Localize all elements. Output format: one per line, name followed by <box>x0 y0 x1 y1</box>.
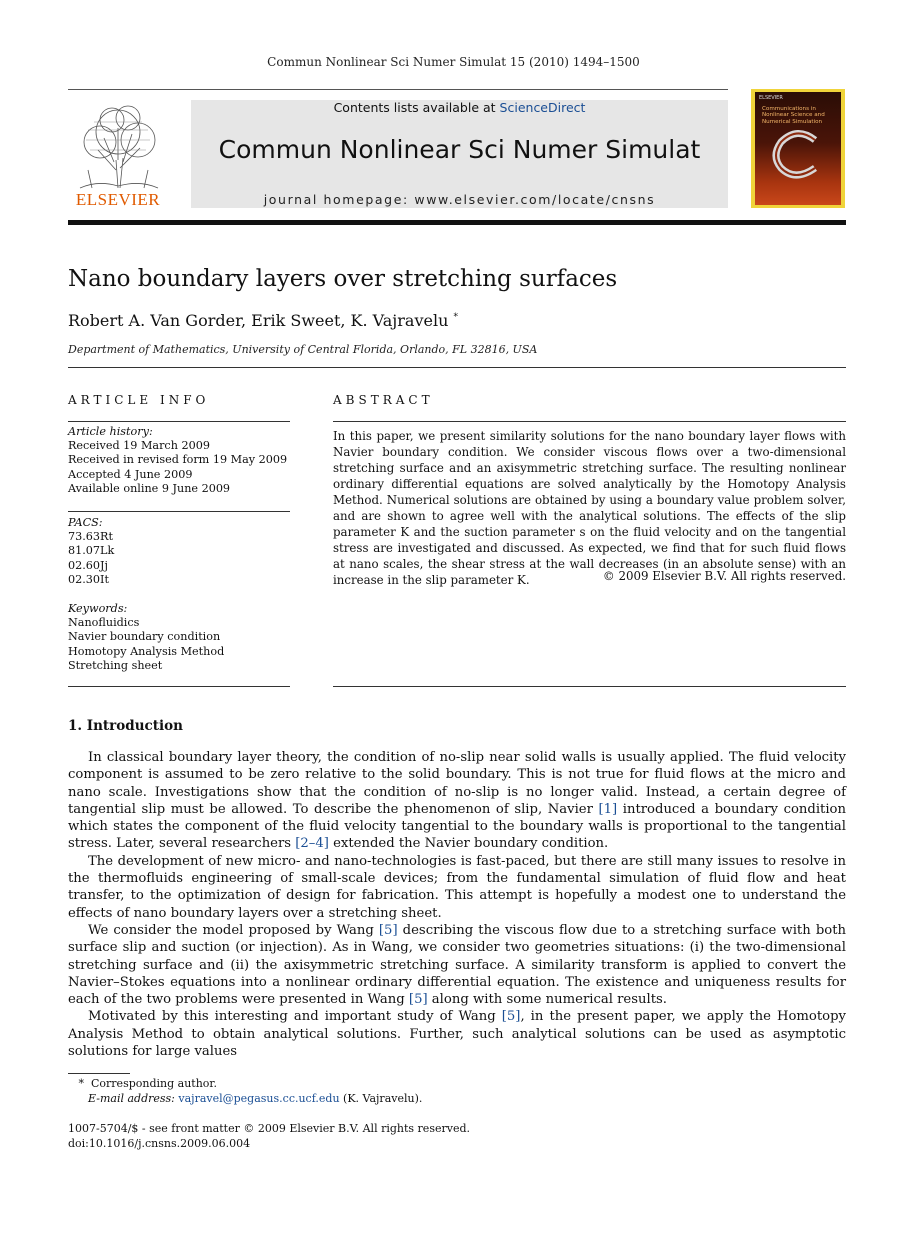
footnotes <box>68 1077 846 1106</box>
abstract-copyright: © 2009 Elsevier B.V. All rights reserved. <box>602 569 846 583</box>
pacs-code: 73.63Rt <box>68 530 113 544</box>
cover-title <box>762 106 838 125</box>
introduction-body <box>68 749 846 1060</box>
paragraph <box>68 1008 846 1060</box>
abstract-rule <box>333 421 846 422</box>
section-heading-introduction: 1. Introduction <box>68 718 183 734</box>
cover-title-line: Numerical Simulation <box>762 118 823 125</box>
running-head: Commun Nonlinear Sci Numer Simulat 15 (2010) 1494–1500 <box>267 55 640 69</box>
footnote-mark: * <box>78 1077 84 1090</box>
article-title: Nano boundary layers over stretching surfaces <box>68 266 618 292</box>
keyword: Stretching sheet <box>68 658 163 672</box>
history-entry: Accepted 4 June 2009 <box>68 467 193 481</box>
text-run: introduced a boundary condition which states the component of the fluid velocity tangential to the boundary walls is proportional to the tangential stress. Later, several researchers <box>68 801 846 852</box>
journal-homepage-link[interactable]: journal homepage: www.elsevier.com/locate/cnsns <box>263 192 656 207</box>
text-run: We consider the model proposed by Wang <box>88 922 379 938</box>
text-run: describing the viscous flow due to a stretching surface with both surface slip and suction (or injection). As in Wang, we consider two geometries situations: (i) the two-dimensional stretching surface and (ii) the axisymmetric stretching surface. A similarity transform is applied to convert the Navier–Stokes equations into a nonlinear ordinary differential equation. The existence and uniqueness results for each of the two problems were presented in Wang <box>68 922 846 1008</box>
author-list <box>68 311 458 330</box>
article-history <box>68 425 290 496</box>
keyword: Navier boundary condition <box>68 630 221 644</box>
abstract-heading: ABSTRACT <box>333 393 434 407</box>
abstract-text: In this paper, we present similarity solutions for the nano boundary layer flows with Navier boundary condition. We consider viscous flows over a two-dimensional stretching surface and an axisymmetric stretching surface. The resulting nonlinear ordinary differential equations are solved analytically by the Homotopy Analysis Method. Numerical solutions are obtained by using a boundary value problem solver, and are shown to agree well with the analytical solutions. The effects of the slip parameter K and the suction parameter s on the fluid velocity and on the tangential stress are investigated and discussed. As expected, we find that for such fluid flows at nano scales, the shear stress at the wall decreases (in an absolute sense) with an increase in the slip parameter K. <box>333 429 846 587</box>
cover-title-line: Communications in <box>762 106 816 112</box>
history-entry: Received in revised form 19 May 2009 <box>68 453 288 467</box>
keyword: Nanofluidics <box>68 616 140 630</box>
pacs-code: 02.60Jj <box>68 558 108 572</box>
citation-link[interactable]: [5] <box>408 992 428 1008</box>
footnote-rule <box>68 1073 130 1074</box>
sciencedirect-link[interactable]: ScienceDirect <box>499 100 586 115</box>
history-entry: Available online 9 June 2009 <box>68 481 231 495</box>
pacs-label: PACS: <box>68 516 103 529</box>
masthead-top-rule <box>68 89 728 90</box>
email-link[interactable]: vajravel@pegasus.cc.ucf.edu <box>178 1091 340 1105</box>
cover-c-emblem <box>771 128 823 180</box>
keyword: Homotopy Analysis Method <box>68 644 225 658</box>
email-note <box>68 1092 846 1107</box>
email-label: E-mail address: <box>88 1091 175 1105</box>
corresponding-author-note <box>68 1077 846 1092</box>
paragraph <box>68 922 846 1008</box>
text-run: , in the present paper, we apply the Homotopy Analysis Method to obtain analytical solutions. Further, such analytical solutions can be used as asymptotic solutions for large values <box>68 1009 846 1060</box>
affiliation: Department of Mathematics, University of Central Florida, Orlando, FL 32816, USA <box>68 343 538 356</box>
paragraph: The development of new micro- and nano-technologies is fast-paced, but there are still many issues to resolve in the thermofluids engineering of small-scale devices; from the fundamental simulation of fluid flow and heat transfer, to the optimization of design for fabrication. This attempt is hopefully a modest one to understand the effects of nano boundary layers over a stretching sheet. <box>68 853 846 921</box>
citation-link[interactable]: [5] <box>501 1009 521 1025</box>
keywords-label: Keywords: <box>68 602 128 615</box>
article-info-bottom-rule <box>68 686 290 687</box>
text-run: along with some numerical results. <box>427 992 667 1008</box>
pacs-code: 81.07Lk <box>68 544 115 558</box>
header-rule <box>68 220 846 225</box>
cover-title-line: Nonlinear Science and <box>762 112 825 119</box>
issn-line: 1007-5704/$ - see front matter © 2009 Elsevier B.V. All rights reserved. <box>68 1122 470 1135</box>
pacs-list <box>68 516 290 587</box>
text-run: In classical boundary layer theory, the condition of no-slip near solid walls is usually applied. The fluid velocity component is assumed to be zero relative to the solid boundary. This is not true for fluid flows at the micro and nano scale. Investigations show that the condition of no-slip is no longer valid. Instead, a certain degree of tangential slip must be allowed. To describe the phenomenon of slip, Navier <box>68 750 846 817</box>
article-info-heading: ARTICLE INFO <box>68 393 210 407</box>
contents-line <box>191 100 728 115</box>
corresponding-author-mark[interactable]: * <box>453 312 458 323</box>
citation-link[interactable]: [2–4] <box>295 836 329 852</box>
text-run: extended the Navier boundary condition. <box>328 836 609 852</box>
text-run: Motivated by this interesting and important study of Wang <box>88 1009 502 1025</box>
history-entry: Received 19 March 2009 <box>68 439 210 453</box>
elsevier-wordmark: ELSEVIER <box>75 190 161 209</box>
article-info-rule <box>68 421 290 422</box>
abstract-bottom-rule <box>333 686 846 687</box>
doi-line[interactable]: doi:10.1016/j.cnsns.2009.06.004 <box>68 1136 251 1150</box>
journal-title: Commun Nonlinear Sci Numer Simulat <box>218 135 701 164</box>
pacs-code: 02.30It <box>68 572 109 586</box>
citation-link[interactable]: [1] <box>598 801 618 817</box>
authors-text: Robert A. Van Gorder, Erik Sweet, K. Vajravelu <box>68 311 449 330</box>
citation-link[interactable]: [5] <box>378 922 398 938</box>
contents-prefix: Contents lists available at <box>333 100 500 115</box>
email-owner: (K. Vajravelu). <box>339 1091 423 1105</box>
title-rule <box>68 367 846 368</box>
pacs-rule <box>68 511 290 512</box>
issn-doi <box>68 1122 470 1151</box>
paragraph <box>68 749 846 853</box>
history-label: Article history: <box>68 425 153 438</box>
journal-cover-thumbnail <box>751 89 845 208</box>
keywords-list <box>68 602 290 673</box>
footnote-text: Corresponding author. <box>91 1077 217 1090</box>
cover-publisher: ELSEVIER <box>759 95 783 101</box>
